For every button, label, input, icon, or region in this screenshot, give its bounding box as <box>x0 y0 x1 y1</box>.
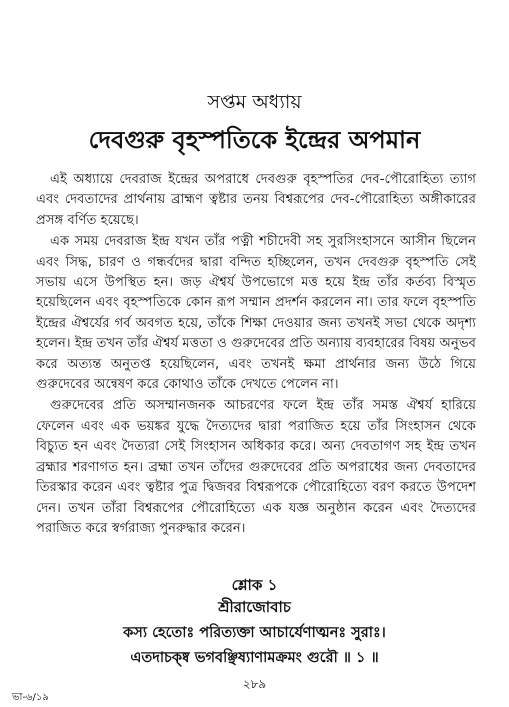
summary-paragraph: এক সময় দেবরাজ ইন্দ্র যখন তাঁর পত্নী শচীদেবী সহ সুরসিংহাসনে আসীন ছিলেন এবং সিদ্ধ, চারণ ও গন্ধর্বদের দ্বারা বন্দিত হচ্ছিলেন, তখন দেবগুরু বৃহস্পতি সেই সভায় এসে উপস্থিত হন। জড় ঐশ্বর্য উপভোগে মত্ত হয়ে ইন্দ্র তাঁর কর্তব্য বিস্মৃত হয়েছিলেন এবং বৃহস্পতিকে কোন রূপ সম্মান প্রদর্শন করলেন না। তার ফলে বৃহস্পতি ইন্দ্রের ঐশ্বর্যের গর্ব অবগত হয়ে, তাঁকে শিক্ষা দেওয়ার জন্য তখনই সভা থেকে অদৃশ্য হলেন। ইন্দ্র তখন তাঁর ঐশ্বর্য মত্ততা ও গুরুদেবের প্রতি অন্যায় ব্যবহারের বিষয় অনুভব করে অত্যন্ত অনুতপ্ত হয়েছিলেন, এবং তখনই ক্ষমা প্রার্থনার জন্য উঠে গিয়ে গুরুদেবের অন্বেষণ করে কোথাও তাঁকে দেখতে পেলেন না। <box>36 234 476 393</box>
verse-line: কস্য হেতোঃ পরিত্যক্তা আচার্যেণাত্মনঃ সুরাঃ। <box>123 624 386 641</box>
signature-mark: ভা-৬/১৯ <box>12 692 49 703</box>
chapter-summary <box>36 170 476 539</box>
summary-paragraph: এই অধ্যায়ে দেবরাজ ইন্দ্রের অপরাধে দেবগুরু বৃহস্পতির দেব-পৌরোহিত্য ত্যাগ এবং দেবতাদের প্রার্থনায় ব্রাহ্মণ ত্বষ্টার তনয় বিশ্বরূপের দেব-পৌরোহিত্য অঙ্গীকারের প্রসঙ্গ বর্ণিত হয়েছে। <box>36 172 476 228</box>
verse-heading: শ্লোক ১ <box>231 576 278 594</box>
summary-paragraph: গুরুদেবের প্রতি অসম্মানজনক আচরণের ফলে ইন্দ্র তাঁর সমস্ত ঐশ্বর্য হারিয়ে ফেলেন এবং এক ভয়ঙ্কর যুদ্ধে দৈত্যদের দ্বারা পরাজিত হয়ে তাঁর সিংহাসন থেকে বিচ্যুত হন এবং দৈত্যরা সেই সিংহাসন অধিকার করে। অন্য দেবতাগণ সহ ইন্দ্র তখন ব্রহ্মার শরণাগত হন। ব্রহ্মা তখন তাঁদের গুরুদেবের প্রতি অপরাধের জন্য দেবতাদের তিরস্কার করেন এবং ত্বষ্টার পুত্র দ্বিজবর বিশ্বরূপকে পৌরোহিত্যে বরণ করতে উপদেশ দেন। তখন তাঁরা বিশ্বরূপের পৌরোহিত্যে এক যজ্ঞ অনুষ্ঠান করেন এবং দৈত্যদের পরাজিত করে স্বর্গরাজ্য পুনরুদ্ধার করেন। <box>36 398 476 536</box>
verse-speaker: শ্রীরাজোবাচ <box>218 598 291 616</box>
page-number: ২৮৯ <box>242 677 267 691</box>
chapter-title: দেবগুরু বৃহস্পতিকে ইন্দ্রের অপমান <box>88 126 421 154</box>
chapter-label: সপ্তম অধ্যায় <box>207 91 302 113</box>
verse-line: এতদাচক্ষ্ব ভগবঞ্ছিষ্যাণামক্রমং গুরৌ ॥ ১ ॥ <box>130 649 379 666</box>
